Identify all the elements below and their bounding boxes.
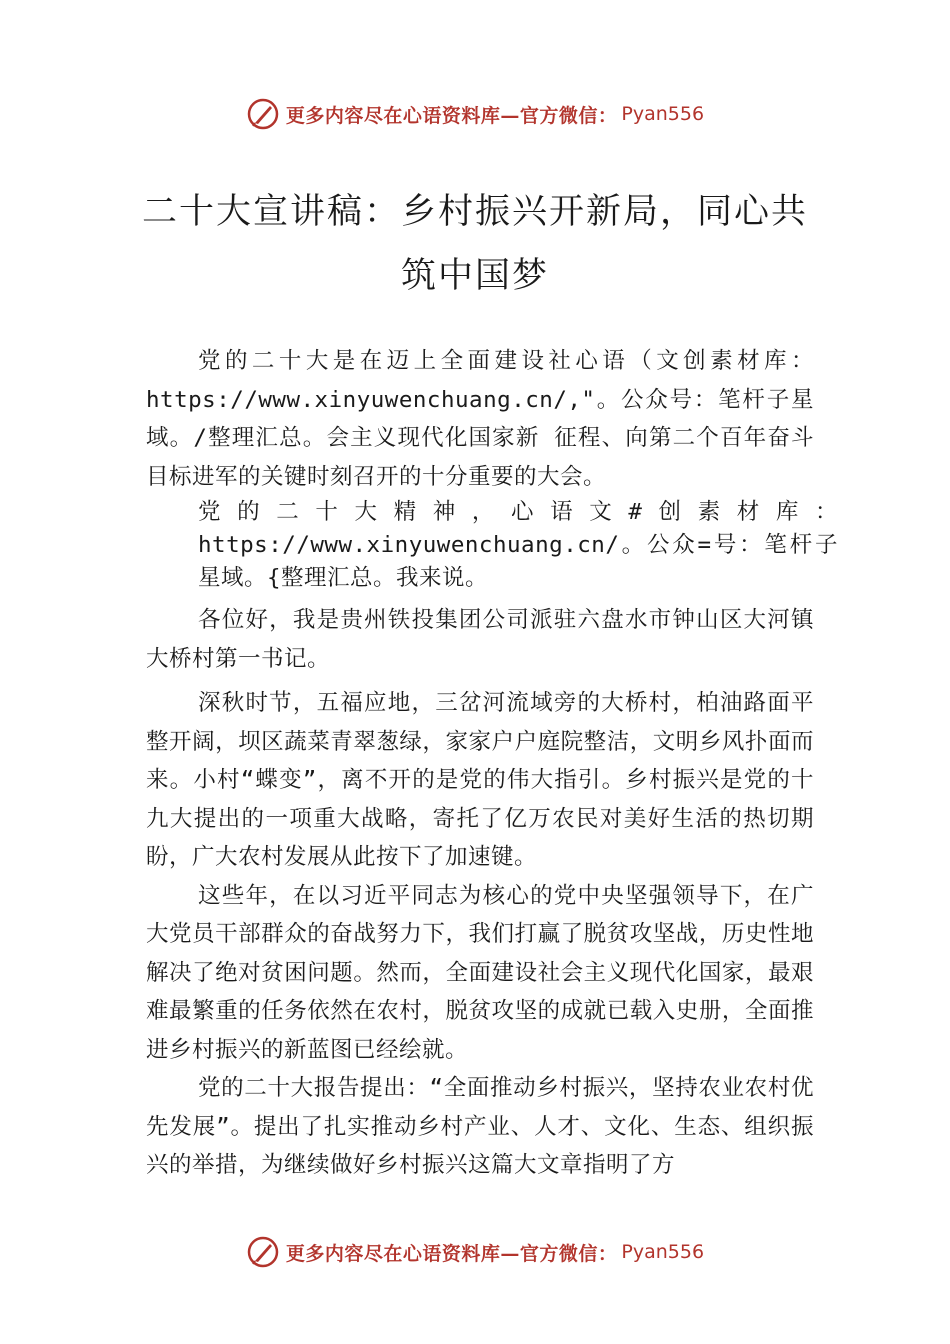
paragraph-5: 这些年，在以习近平同志为核心的党中央坚强领导下，在广大党员干部群众的奋战努力下，我们打赢了脱贫攻坚战，历史性地解决了绝对贫困问题。然而，全面建设社会主义现代化国家，最艰难最繁重的任务依然在农村，脱贫攻坚的成就已载入史册，全面推进乡村振兴的新蓝图已经绘就。: [146, 882, 814, 1063]
paragraph-1: 党的二十大是在迈上全面建设社心语（文创素材库：https://www.xinyuwenchuang.cn/,"。公众号：笔杆子星域。/整理汇总。会主义现代化国家新 征程、向第二个百年奋斗目标进军的关键时刻召开的十分重要的大会。: [146, 348, 814, 490]
quill-logo-icon: [246, 97, 280, 131]
article-body: [146, 342, 838, 1185]
title-line-2: 筑中国梦: [400, 256, 549, 296]
banner-handle: Pyan556: [621, 103, 705, 125]
title-line-1: 二十大宣讲稿：乡村振兴开新局，同心共: [141, 192, 808, 232]
header-banner: [0, 94, 950, 134]
banner-text: 更多内容尽在心语资料库—官方微信：: [285, 1242, 618, 1265]
banner-text: 更多内容尽在心语资料库—官方微信：: [285, 104, 618, 127]
paragraph-6: 党的二十大报告提出：“全面推动乡村振兴，坚持农业农村优先发展”。提出了扎实推动乡村产业、人才、文化、生态、组织振兴的举措，为继续做好乡村振兴这篇大文章指明了方: [146, 1075, 814, 1178]
banner-handle: Pyan556: [621, 1241, 705, 1263]
page-title: [120, 180, 830, 308]
paragraph-4: 深秋时节，五福应地，三岔河流域旁的大桥村，柏油路面平整开阔，坝区蔬菜青翠葱绿，家家户户庭院整洁，文明乡风扑面而来。小村“蝶变”，离不开的是党的伟大指引。乡村振兴是党的十九大提出的一项重大战略，寄托了亿万农民对美好生活的热切期盼，广大农村发展从此按下了加速键。: [146, 690, 814, 870]
footer-banner: [0, 1232, 950, 1272]
paragraph-3: 各位好，我是贵州铁投集团公司派驻六盘水市钟山区大河镇大桥村第一书记。: [146, 607, 814, 672]
paragraph-2: 党的二十大精神，心语文#创素材库：https://www.xinyuwenchuang.cn/。公众=号：笔杆子星域。{整理汇总。我来说。: [198, 499, 838, 591]
quill-logo-icon: [246, 1235, 280, 1269]
